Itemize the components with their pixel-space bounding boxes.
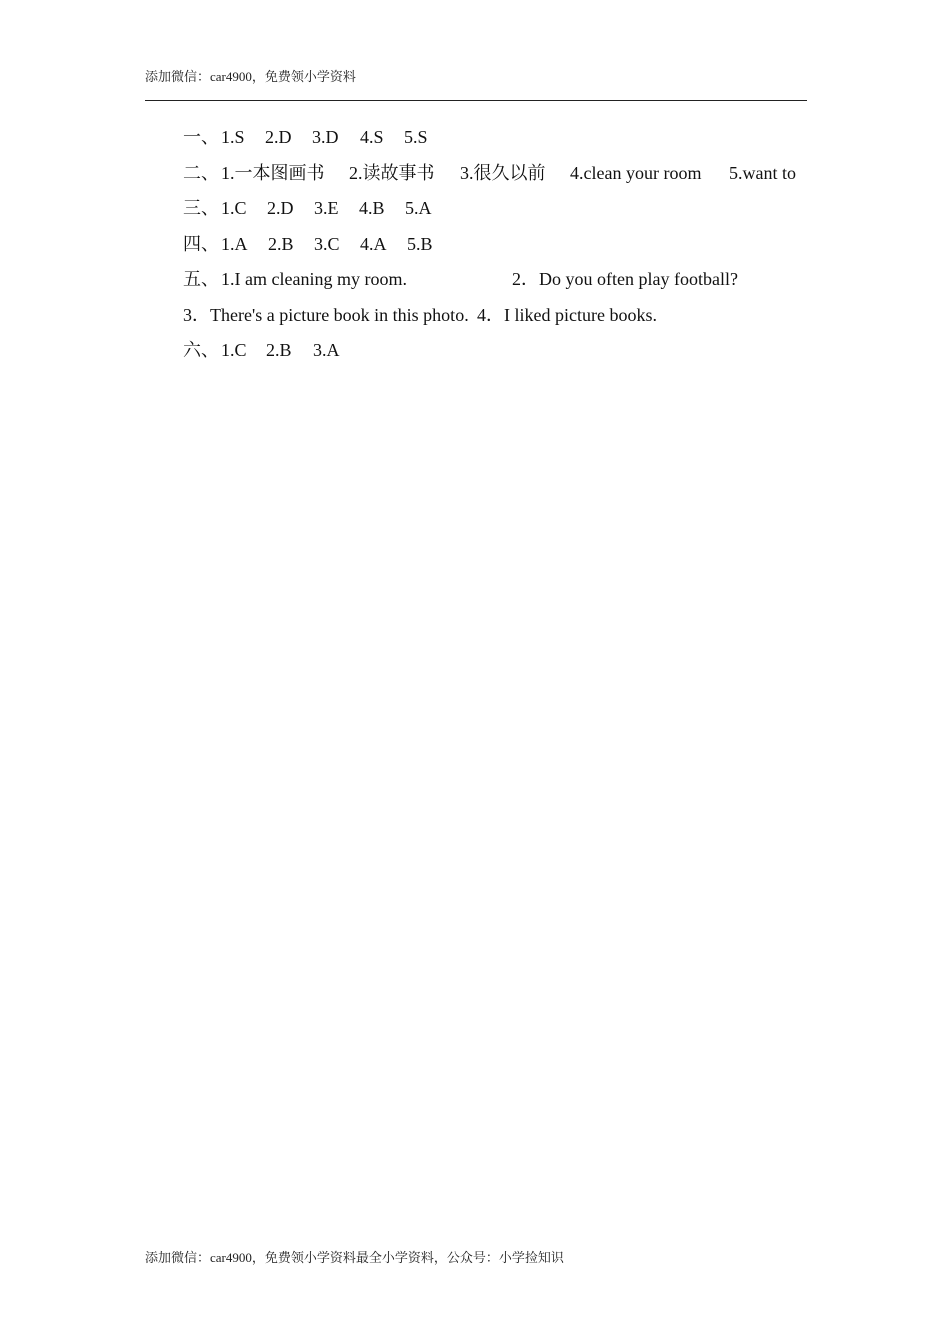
answer-row-5 <box>183 266 823 302</box>
answer-item: 4.B <box>359 198 385 218</box>
answer-item: 3.A <box>313 340 340 360</box>
answer-item: 3.D <box>312 127 339 147</box>
answer-item: 2.B <box>266 340 292 360</box>
answer-item: 1.I am cleaning my room. <box>221 269 407 289</box>
answer-item: 1.一本图画书 <box>221 162 325 183</box>
answer-item: 5.B <box>407 233 433 254</box>
answer-item: 2.D <box>267 198 294 218</box>
answer-item: 1.C <box>221 340 247 360</box>
answer-row-5-continued <box>183 302 823 338</box>
answer-row-1 <box>183 124 823 160</box>
answer-item: 4．I liked picture books. <box>477 304 657 325</box>
answer-item: 5.S <box>404 127 428 147</box>
answer-item: 4.A <box>360 233 387 254</box>
section-number: 六、 <box>183 340 219 360</box>
answer-item: 1.A <box>221 233 248 254</box>
answer-item: 5.want to <box>729 162 796 183</box>
answer-item: 3.很久以前 <box>460 162 546 183</box>
answer-item: 3.E <box>314 198 339 218</box>
answer-item: 2.D <box>265 127 292 147</box>
answer-item: 5.A <box>405 198 432 218</box>
answer-item: 2．Do you often play football? <box>512 269 738 289</box>
answer-row-6 <box>183 337 823 373</box>
answer-item: 4.S <box>360 127 384 147</box>
section-number: 二、 <box>183 162 219 183</box>
page-footer: 添加微信：car4900，免费领小学资料最全小学资料，公众号：小学捡知识 <box>145 1250 564 1265</box>
answer-item: 3．There's a picture book in this photo. <box>183 304 469 325</box>
answer-row-2 <box>183 160 823 196</box>
section-number: 三、 <box>183 198 219 218</box>
answer-item: 1.S <box>221 127 245 147</box>
answer-item: 2.读故事书 <box>349 162 435 183</box>
answer-row-3 <box>183 195 823 231</box>
answer-item: 3.C <box>314 233 340 254</box>
answer-item: 1.C <box>221 198 247 218</box>
section-number: 一、 <box>183 127 219 147</box>
answer-item: 4.clean your room <box>570 162 702 183</box>
header-divider <box>145 100 807 101</box>
section-number: 四、 <box>183 233 219 254</box>
page-header: 添加微信：car4900，免费领小学资料 <box>145 69 356 84</box>
answer-key <box>183 124 823 373</box>
answer-row-4 <box>183 231 823 267</box>
section-number: 五、 <box>183 269 219 289</box>
answer-item: 2.B <box>268 233 294 254</box>
